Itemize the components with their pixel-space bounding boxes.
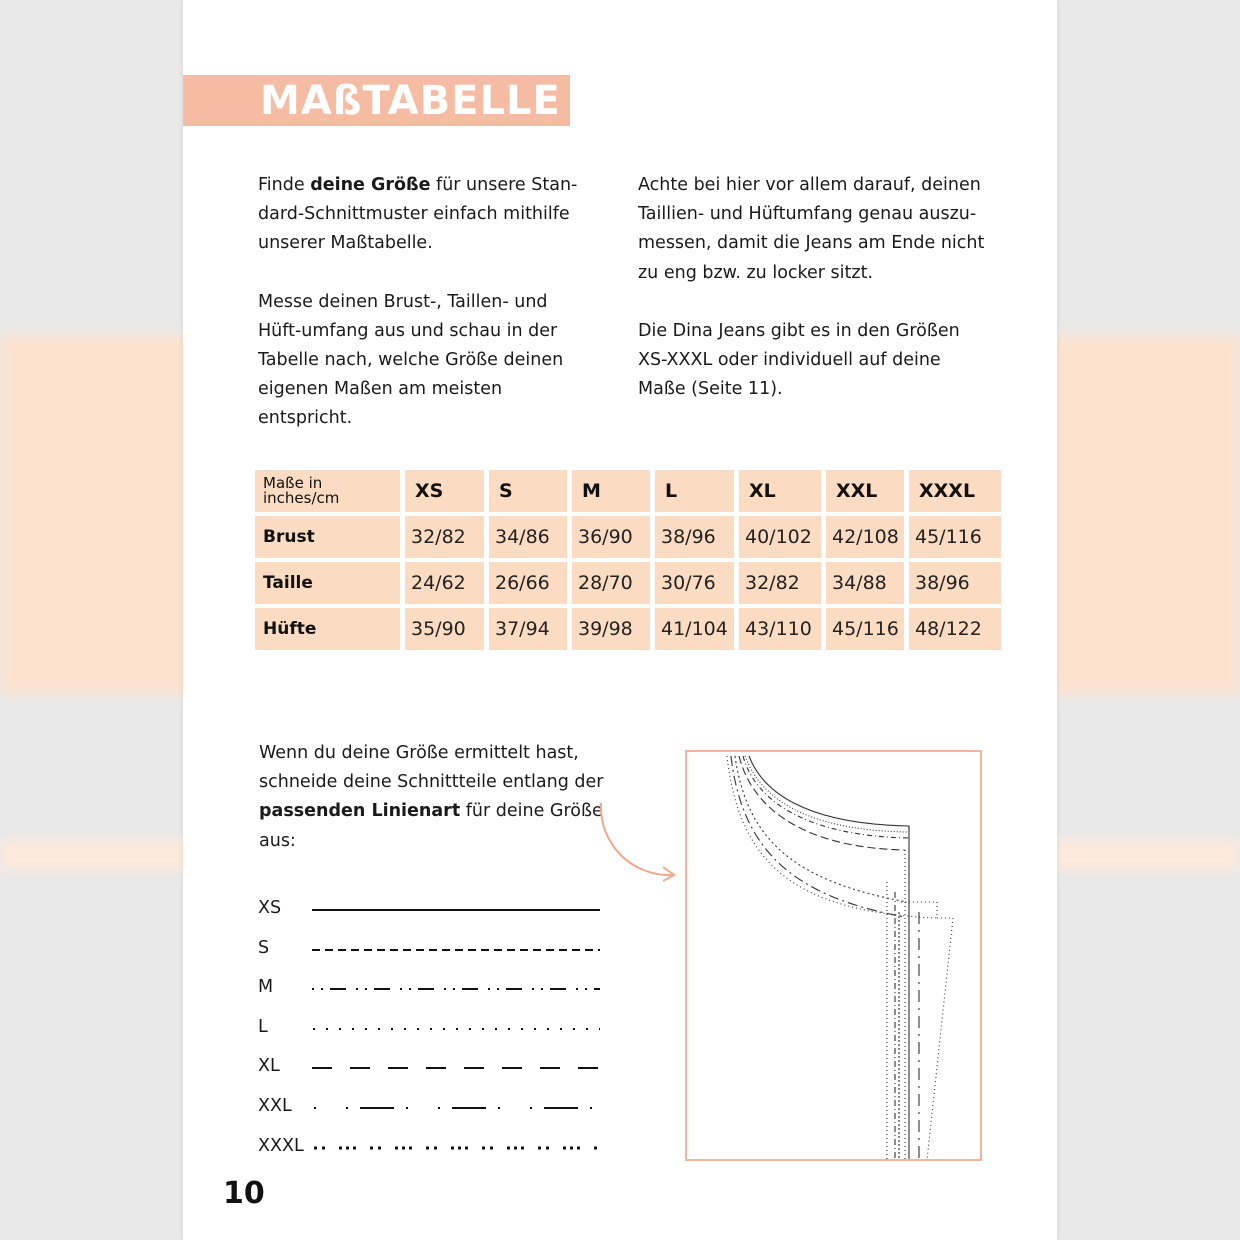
table-cell: 45/116 — [909, 516, 1001, 558]
line-sample-m — [312, 979, 600, 999]
legend-label-xl: XL — [258, 1056, 280, 1076]
line-sample-xxl — [312, 1098, 600, 1118]
table-cell: 34/88 — [826, 562, 904, 604]
table-cell: 28/70 — [572, 562, 650, 604]
table-cell: 40/102 — [739, 516, 821, 558]
intro-right-column — [638, 171, 988, 433]
legend-label-xxxl: XXXL — [258, 1136, 304, 1156]
table-cell: 24/62 — [405, 562, 484, 604]
intro-paragraph: Messe deinen Brust-, Taillen- und Hüft-umfang aus und schau in der Tabelle nach, welche Größe deinen eigenen Maßen am meisten entspricht. — [258, 291, 564, 429]
title-banner — [183, 75, 570, 126]
legend-label-xs: XS — [258, 898, 282, 918]
row-label: Taille — [255, 562, 400, 604]
size-header: M — [572, 470, 650, 512]
legend-label-xxl: XXL — [258, 1096, 292, 1116]
table-row — [255, 608, 1001, 650]
table-row — [255, 562, 1001, 604]
table-cell: 38/96 — [655, 516, 734, 558]
pattern-piece-illustration — [687, 752, 980, 1159]
table-cell: 32/82 — [405, 516, 484, 558]
table-header-row — [255, 470, 1001, 512]
table-cell: 41/104 — [655, 608, 734, 650]
size-header: L — [655, 470, 734, 512]
table-cell: 30/76 — [655, 562, 734, 604]
table-cell: 45/116 — [826, 608, 904, 650]
table-cell: 39/98 — [572, 608, 650, 650]
table-cell: 37/94 — [489, 608, 567, 650]
line-sample-l — [312, 1019, 600, 1039]
cut-instructions — [259, 739, 604, 885]
size-header: S — [489, 470, 567, 512]
legend-label-s: S — [258, 938, 270, 958]
size-header: XXL — [826, 470, 904, 512]
pattern-diagram — [685, 750, 982, 1161]
curved-arrow-icon — [593, 795, 688, 885]
line-sample-xs — [312, 900, 600, 920]
cut-paragraph: Wenn du deine Größe ermittelt hast, schneide deine Schnittteile entlang der passenden Linienart für deine Größe aus: — [259, 743, 604, 851]
table-cell: 38/96 — [909, 562, 1001, 604]
table-cell: 35/90 — [405, 608, 484, 650]
table-cell: 43/110 — [739, 608, 821, 650]
table-cell: 32/82 — [739, 562, 821, 604]
size-chart-table — [250, 466, 1006, 654]
size-header: XXXL — [909, 470, 1001, 512]
table-cell: 36/90 — [572, 516, 650, 558]
intro-paragraph: Finde deine Größe für unsere Stan-dard-Schnittmuster einfach mithilfe unserer Maßtabelle. — [258, 175, 578, 254]
page-number: 10 — [223, 1176, 265, 1211]
line-sample-xxxl — [312, 1138, 600, 1158]
page-title: MAßTABELLE — [260, 78, 561, 124]
table-cell: 34/86 — [489, 516, 567, 558]
row-label: Hüfte — [255, 608, 400, 650]
line-sample-xl — [312, 1058, 600, 1078]
size-header: XS — [405, 470, 484, 512]
table-row — [255, 516, 1001, 558]
legend-label-l: L — [258, 1017, 268, 1037]
table-corner-cell: Maße in inches/cm — [255, 470, 400, 512]
document-page — [183, 0, 1057, 1240]
line-sample-s — [312, 940, 600, 960]
intro-paragraph: Die Dina Jeans gibt es in den Größen XS-XXXL oder individuell auf deine Maße (Seite 11). — [638, 320, 960, 400]
row-label: Brust — [255, 516, 400, 558]
size-header: XL — [739, 470, 821, 512]
table-cell: 48/122 — [909, 608, 1001, 650]
table-cell: 26/66 — [489, 562, 567, 604]
legend-label-m: M — [258, 977, 274, 997]
table-cell: 42/108 — [826, 516, 904, 558]
intro-left-column — [258, 171, 588, 463]
intro-paragraph: Achte bei hier vor allem darauf, deinen Taillien- und Hüftumfang genau auszu-messen, damit die Jeans am Ende nicht zu eng bzw. zu locker sitzt. — [638, 175, 985, 283]
